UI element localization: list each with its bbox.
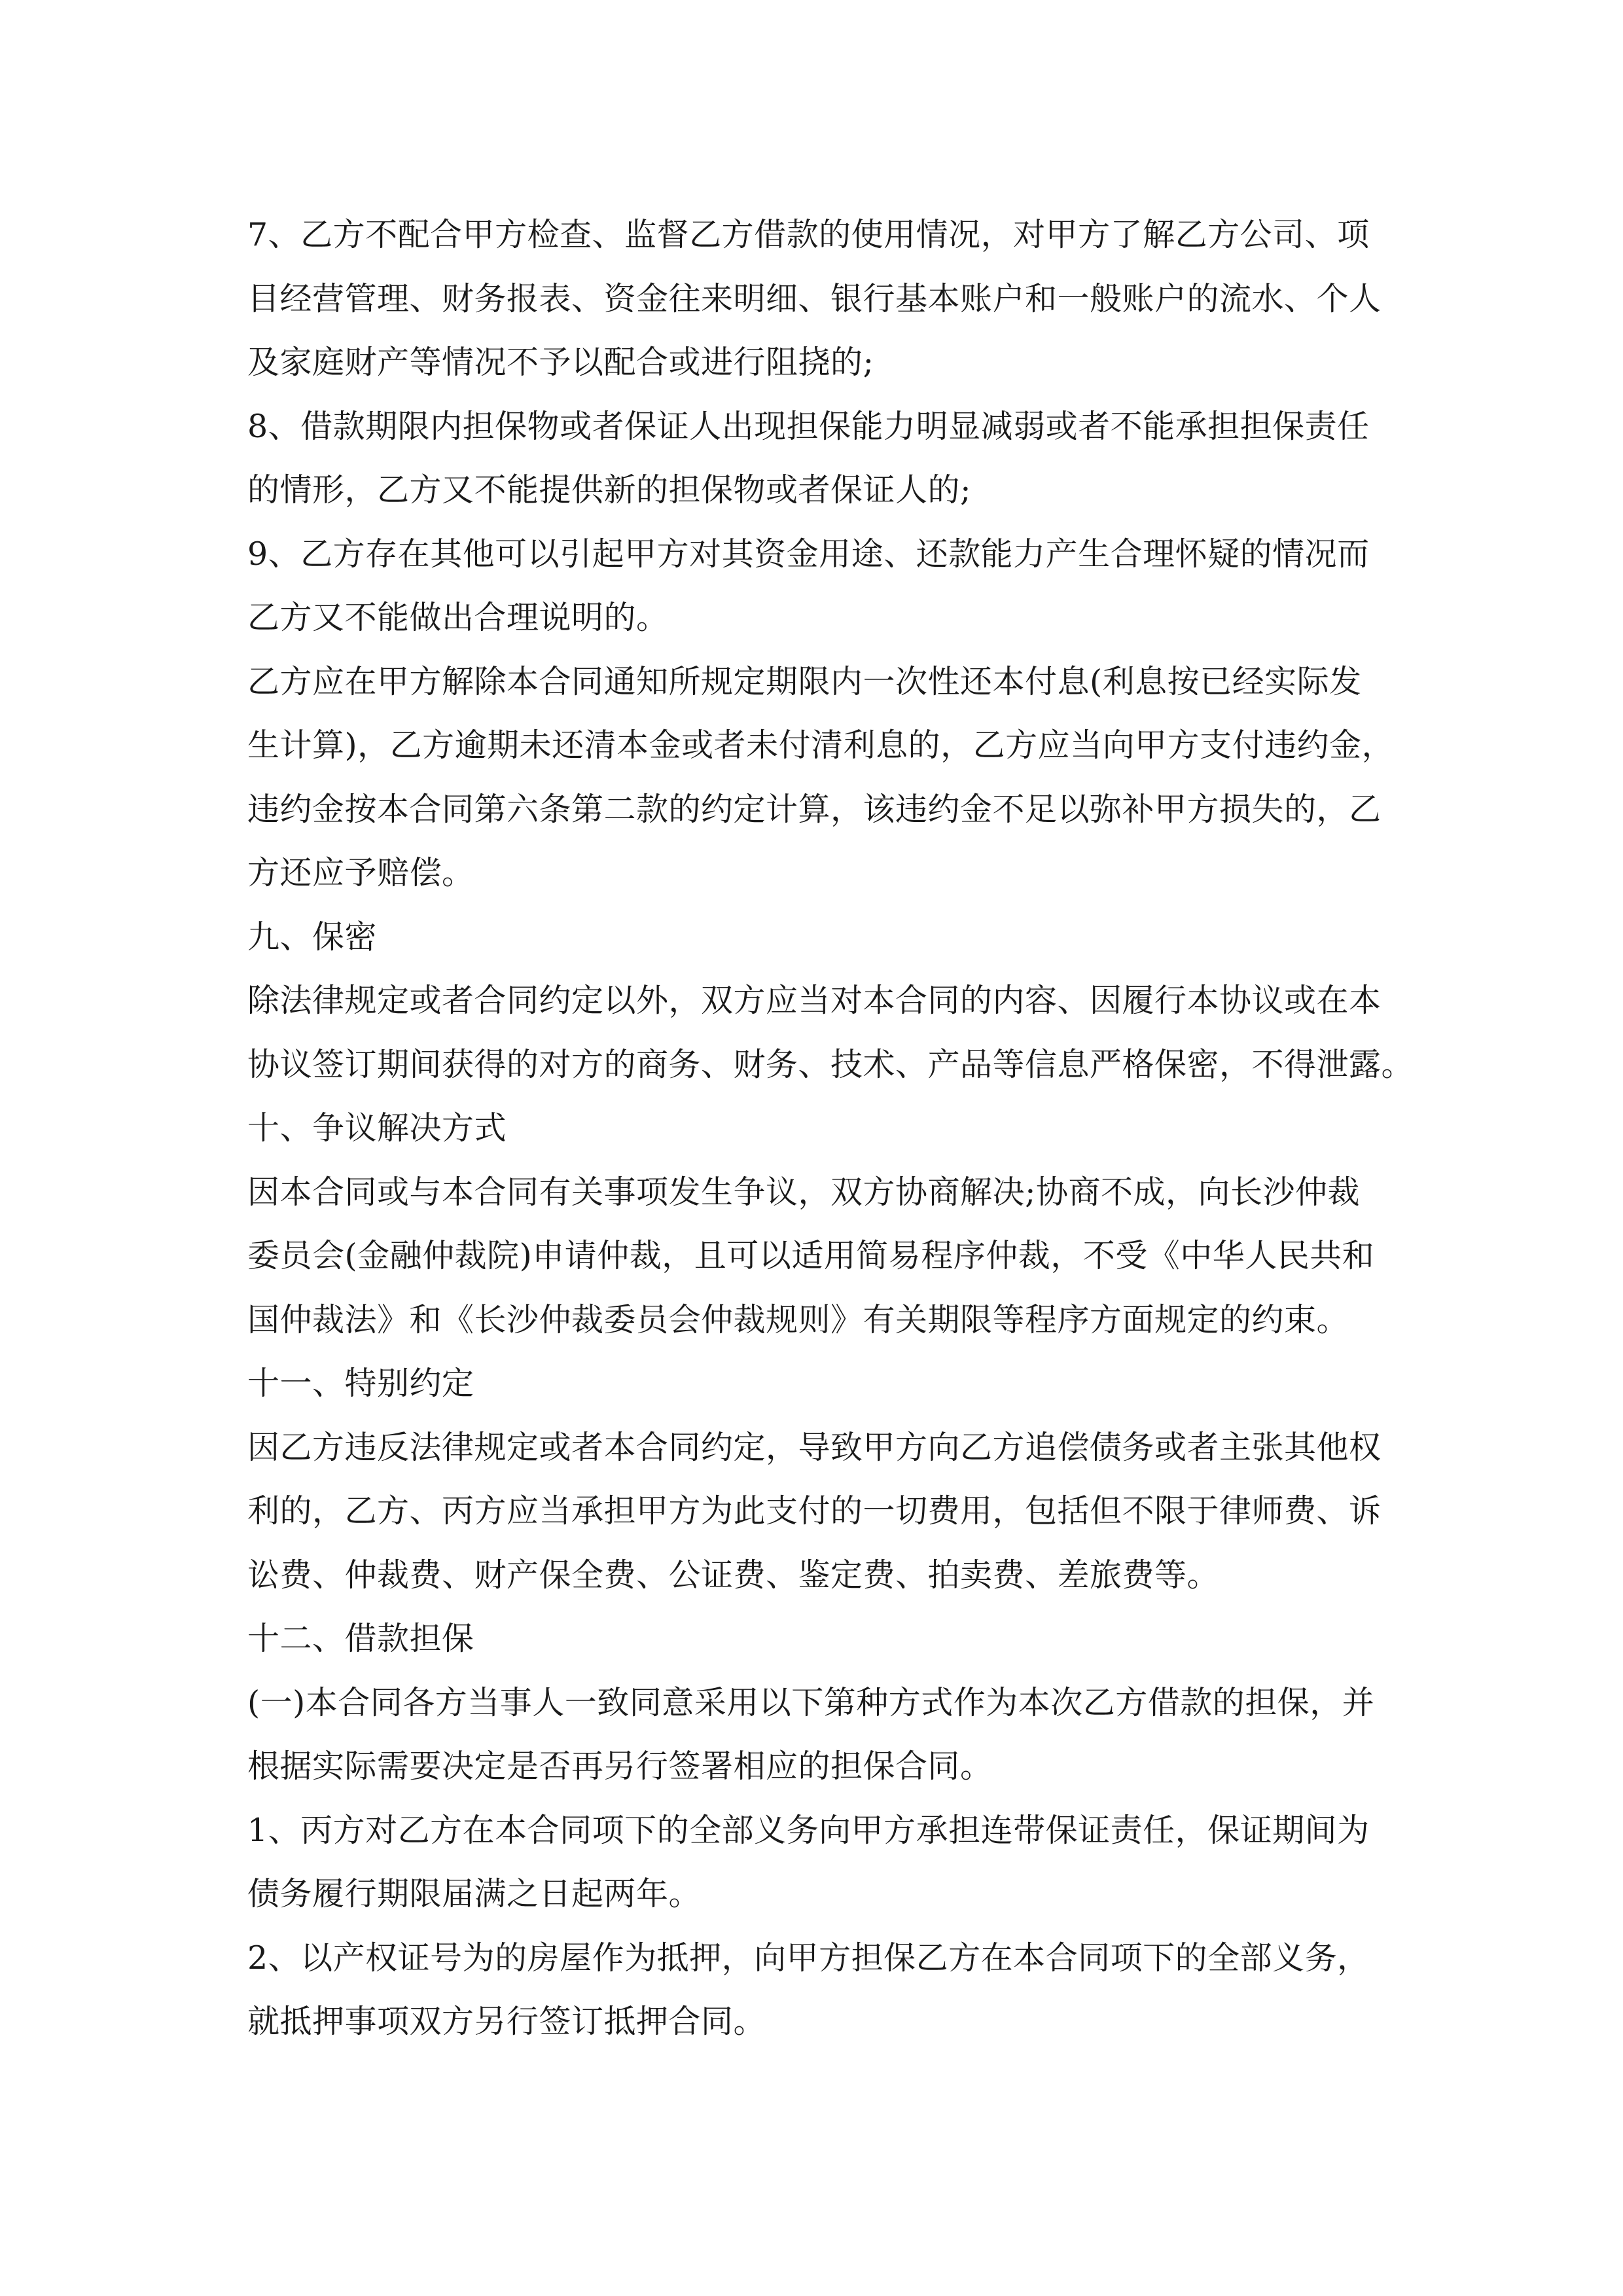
text-line: 债务履行期限届满之日起两年。 [247, 1875, 702, 1912]
section-heading: 十二、借款担保 [247, 1620, 474, 1657]
text-line: 乙方应在甲方解除本合同通知所规定期限内一次性还本付息(利息按已经实际发 [247, 662, 1362, 700]
text-line: 乙方又不能做出合理说明的。 [247, 599, 669, 636]
text-line: 生计算)，乙方逾期未还清本金或者未付清利息的，乙方应当向甲方支付违约金， [247, 726, 1395, 764]
text-line: 委员会(金融仲裁院)申请仲裁，且可以适用简易程序仲裁，不受《中华人民共和 [247, 1237, 1375, 1274]
text-line: 国仲裁法》和《长沙仲裁委员会仲裁规则》有关期限等程序方面规定的约束。 [247, 1300, 1349, 1338]
text-line: 根据实际需要决定是否再另行签署相应的担保合同。 [247, 1748, 993, 1785]
text-line: 就抵押事项双方另行签订抵押合同。 [247, 2003, 766, 2040]
text-line: 8、借款期限内担保物或者保证人出现担保能力明显减弱或者不能承担担保责任 [247, 407, 1370, 445]
text-line: (一)本合同各方当事人一致同意采用以下第种方式作为本次乙方借款的担保，并 [247, 1683, 1375, 1721]
section-heading: 十、争议解决方式 [247, 1109, 507, 1147]
text-line: 违约金按本合同第六条第二款的约定计算，该违约金不足以弥补甲方损失的，乙 [247, 790, 1382, 828]
text-line: 目经营管理、财务报表、资金往来明细、银行基本账户和一般账户的流水、个人 [247, 279, 1382, 317]
text-line: 及家庭财产等情况不予以配合或进行阻挠的; [247, 344, 874, 381]
text-line: 的情形，乙方又不能提供新的担保物或者保证人的; [247, 471, 972, 509]
text-line: 1、丙方对乙方在本合同项下的全部义务向甲方承担连带保证责任，保证期间为 [247, 1811, 1370, 1849]
text-line: 因本合同或与本合同有关事项发生争议，双方协商解决;协商不成，向长沙仲裁 [247, 1173, 1361, 1211]
text-line: 2、以产权证号为的房屋作为抵押，向甲方担保乙方在本合同项下的全部义务， [247, 1939, 1370, 1977]
text-line: 讼费、仲裁费、财产保全费、公证费、鉴定费、拍卖费、差旅费等。 [247, 1556, 1220, 1594]
text-line: 9、乙方存在其他可以引起甲方对其资金用途、还款能力产生合理怀疑的情况而 [247, 535, 1370, 573]
text-line: 方还应予赔偿。 [247, 854, 474, 891]
section-heading: 十一、特别约定 [247, 1365, 474, 1402]
text-line: 因乙方违反法律规定或者本合同约定，导致甲方向乙方追偿债务或者主张其他权 [247, 1428, 1382, 1466]
text-line: 协议签订期间获得的对方的商务、财务、技术、产品等信息严格保密，不得泄露。 [247, 1045, 1414, 1083]
text-line: 7、乙方不配合甲方检查、监督乙方借款的使用情况，对甲方了解乙方公司、项 [247, 216, 1370, 253]
text-line: 除法律规定或者合同约定以外，双方应当对本合同的内容、因履行本协议或在本 [247, 982, 1382, 1019]
text-line: 利的，乙方、丙方应当承担甲方为此支付的一切费用，包括但不限于律师费、诉 [247, 1492, 1382, 1530]
document-body [247, 203, 1414, 2054]
section-heading: 九、保密 [247, 918, 378, 956]
